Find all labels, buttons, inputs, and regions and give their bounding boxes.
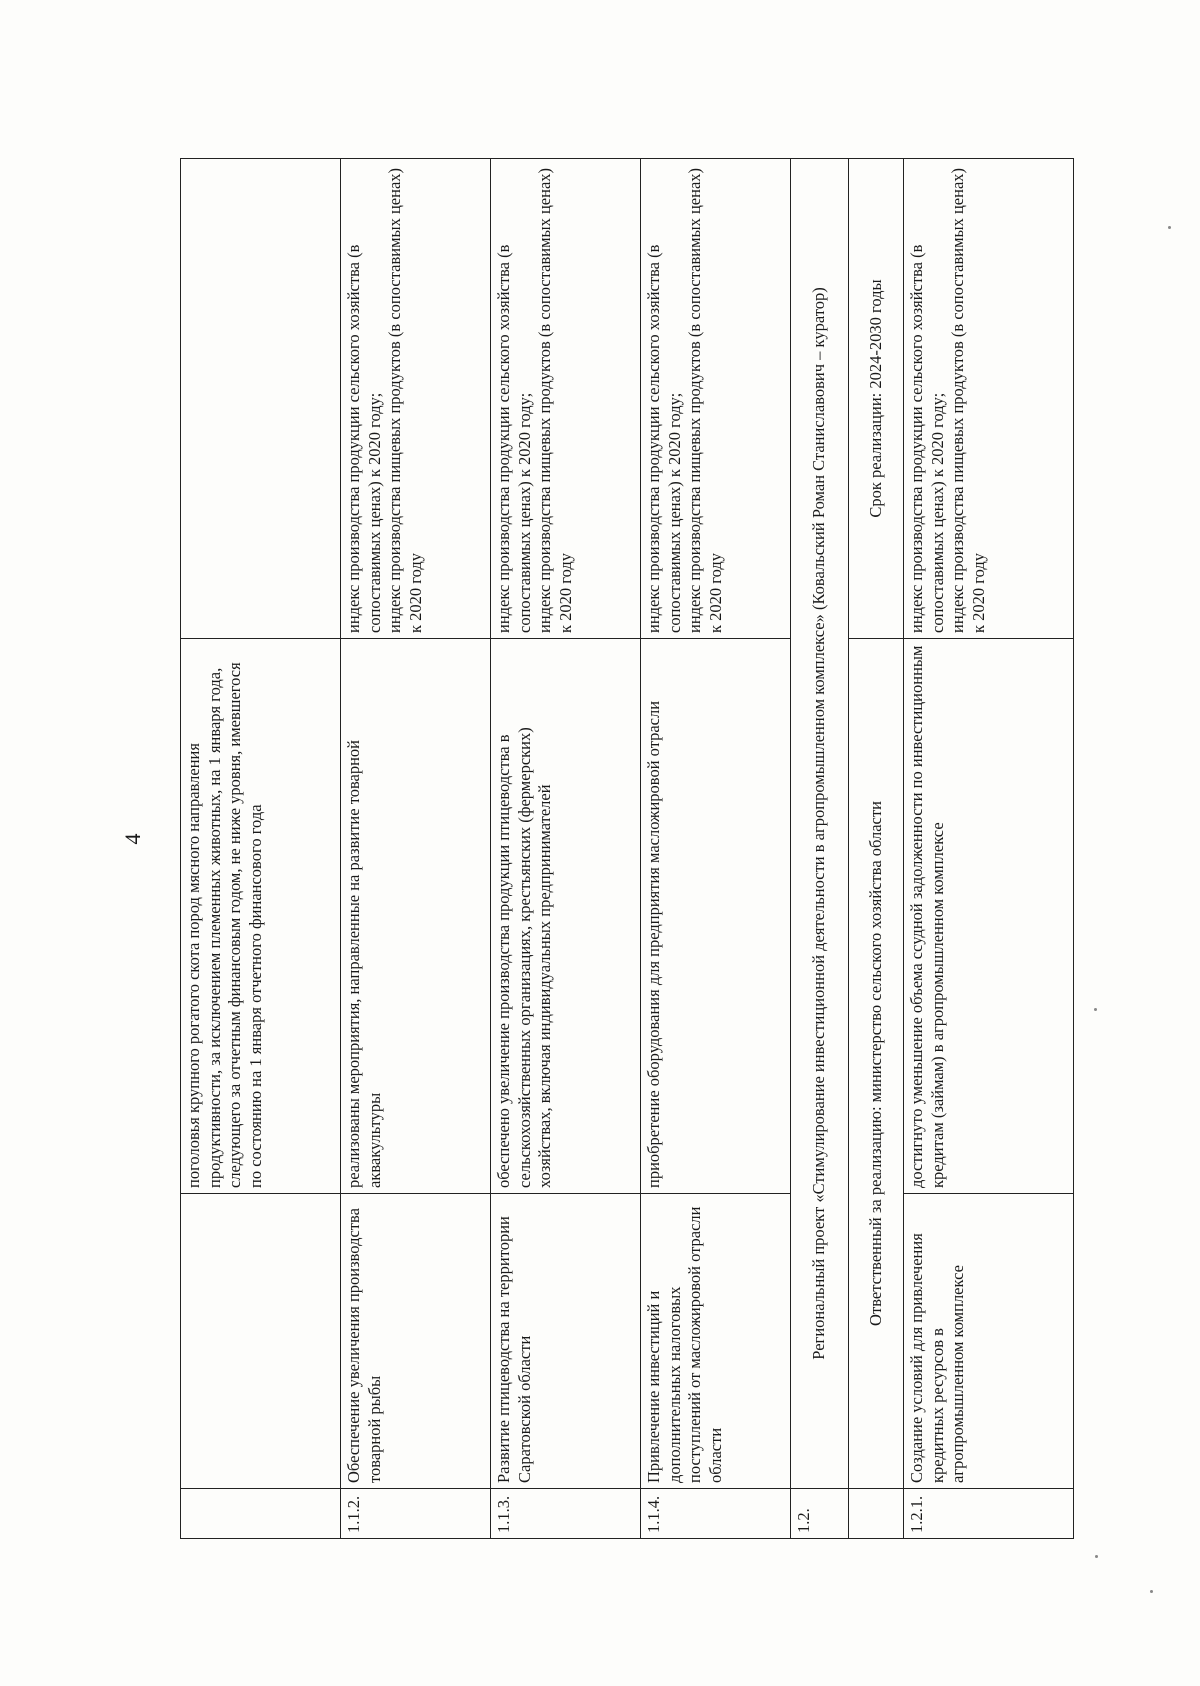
indicator-line: индекс производства пищевых продуктов (в сопоставимых ценах) к 2020 году bbox=[535, 167, 575, 633]
row-number: 1.2.1. bbox=[904, 1489, 1074, 1539]
measure-indicator bbox=[904, 159, 1074, 639]
row-number: 1.1.3. bbox=[491, 1489, 641, 1539]
measure-name: Привлечение инвестиций и дополнительных налоговых поступлений от масложировой отрасли области bbox=[641, 1194, 791, 1489]
row-number: 1.1.2. bbox=[341, 1489, 491, 1539]
measure-name: Обеспечение увеличения производства товарной рыбы bbox=[341, 1194, 491, 1489]
measure-name bbox=[181, 1194, 341, 1489]
measure-result: поголовья крупного рогатого скота пород мясного направления продуктивности, за исключением племенных животных, на 1 января года, следующего за отчетным финансовым годом, не ниже уровня, имевшегося по состоянию на 1 января отчетного финансового года bbox=[181, 639, 341, 1194]
scan-dot bbox=[1168, 226, 1171, 229]
responsible-executor: Ответственный за реализацию: министерство сельского хозяйства области bbox=[849, 639, 904, 1489]
measure-name: Развитие птицеводства на территории Саратовской области bbox=[491, 1194, 641, 1489]
indicator-line: индекс производства продукции сельского хозяйства (в сопоставимых ценах) к 2020 году; bbox=[494, 244, 534, 633]
scan-dot bbox=[1094, 1008, 1097, 1011]
indicator-line: индекс производства пищевых продуктов (в сопоставимых ценах) к 2020 году bbox=[685, 167, 725, 633]
table-row bbox=[641, 159, 791, 1539]
row-number: 1.1.4. bbox=[641, 1489, 791, 1539]
table-row bbox=[904, 159, 1074, 1539]
measure-indicator bbox=[641, 159, 791, 639]
regional-project-title: Региональный проект «Стимулирование инвестиционной деятельности в агропромышленном комплексе» (Ковальский Роман Станиславович – куратор) bbox=[791, 159, 849, 1489]
indicator-line: индекс производства продукции сельского хозяйства (в сопоставимых ценах) к 2020 году; bbox=[344, 244, 384, 633]
table-row bbox=[181, 159, 341, 1539]
implementation-period: Срок реализации: 2024-2030 годы bbox=[849, 159, 904, 639]
indicator-line: индекс производства пищевых продуктов (в сопоставимых ценах) к 2020 году bbox=[385, 167, 425, 633]
table-row bbox=[849, 159, 904, 1539]
table-row bbox=[341, 159, 491, 1539]
row-number bbox=[181, 1489, 341, 1539]
measure-indicator bbox=[491, 159, 641, 639]
measure-result: реализованы мероприятия, направленные на развитие товарной аквакультуры bbox=[341, 639, 491, 1194]
measures-table bbox=[180, 158, 1074, 1539]
page-number: 4 bbox=[120, 833, 145, 845]
measure-result: обеспечено увеличение производства продукции птицеводства в сельскохозяйственных организациях, крестьянских (фермерских) хозяйствах, включая индивидуальных предпринимателей bbox=[491, 639, 641, 1194]
indicator-line: индекс производства пищевых продуктов (в сопоставимых ценах) к 2020 году bbox=[948, 167, 988, 633]
table-row bbox=[491, 159, 641, 1539]
document-table-rotated bbox=[180, 159, 1073, 1539]
measure-indicator bbox=[181, 159, 341, 639]
scan-dot bbox=[1095, 1555, 1098, 1558]
measure-name: Создание условий для привлечения кредитных ресурсов в агропромышленном комплексе bbox=[904, 1194, 1074, 1489]
scan-dot bbox=[1150, 1590, 1153, 1593]
row-number: 1.2. bbox=[791, 1489, 849, 1539]
indicator-line: индекс производства продукции сельского хозяйства (в сопоставимых ценах) к 2020 году; bbox=[907, 244, 947, 633]
indicator-line: индекс производства продукции сельского хозяйства (в сопоставимых ценах) к 2020 году; bbox=[644, 244, 684, 633]
measure-result: приобретение оборудования для предприятия масложировой отрасли bbox=[641, 639, 791, 1194]
table-row bbox=[791, 159, 849, 1539]
measure-result: достигнуто уменьшение объема ссудной задолженности по инвестиционным кредитам (займам) в агропромышленном комплексе bbox=[904, 639, 1074, 1194]
measure-indicator bbox=[341, 159, 491, 639]
